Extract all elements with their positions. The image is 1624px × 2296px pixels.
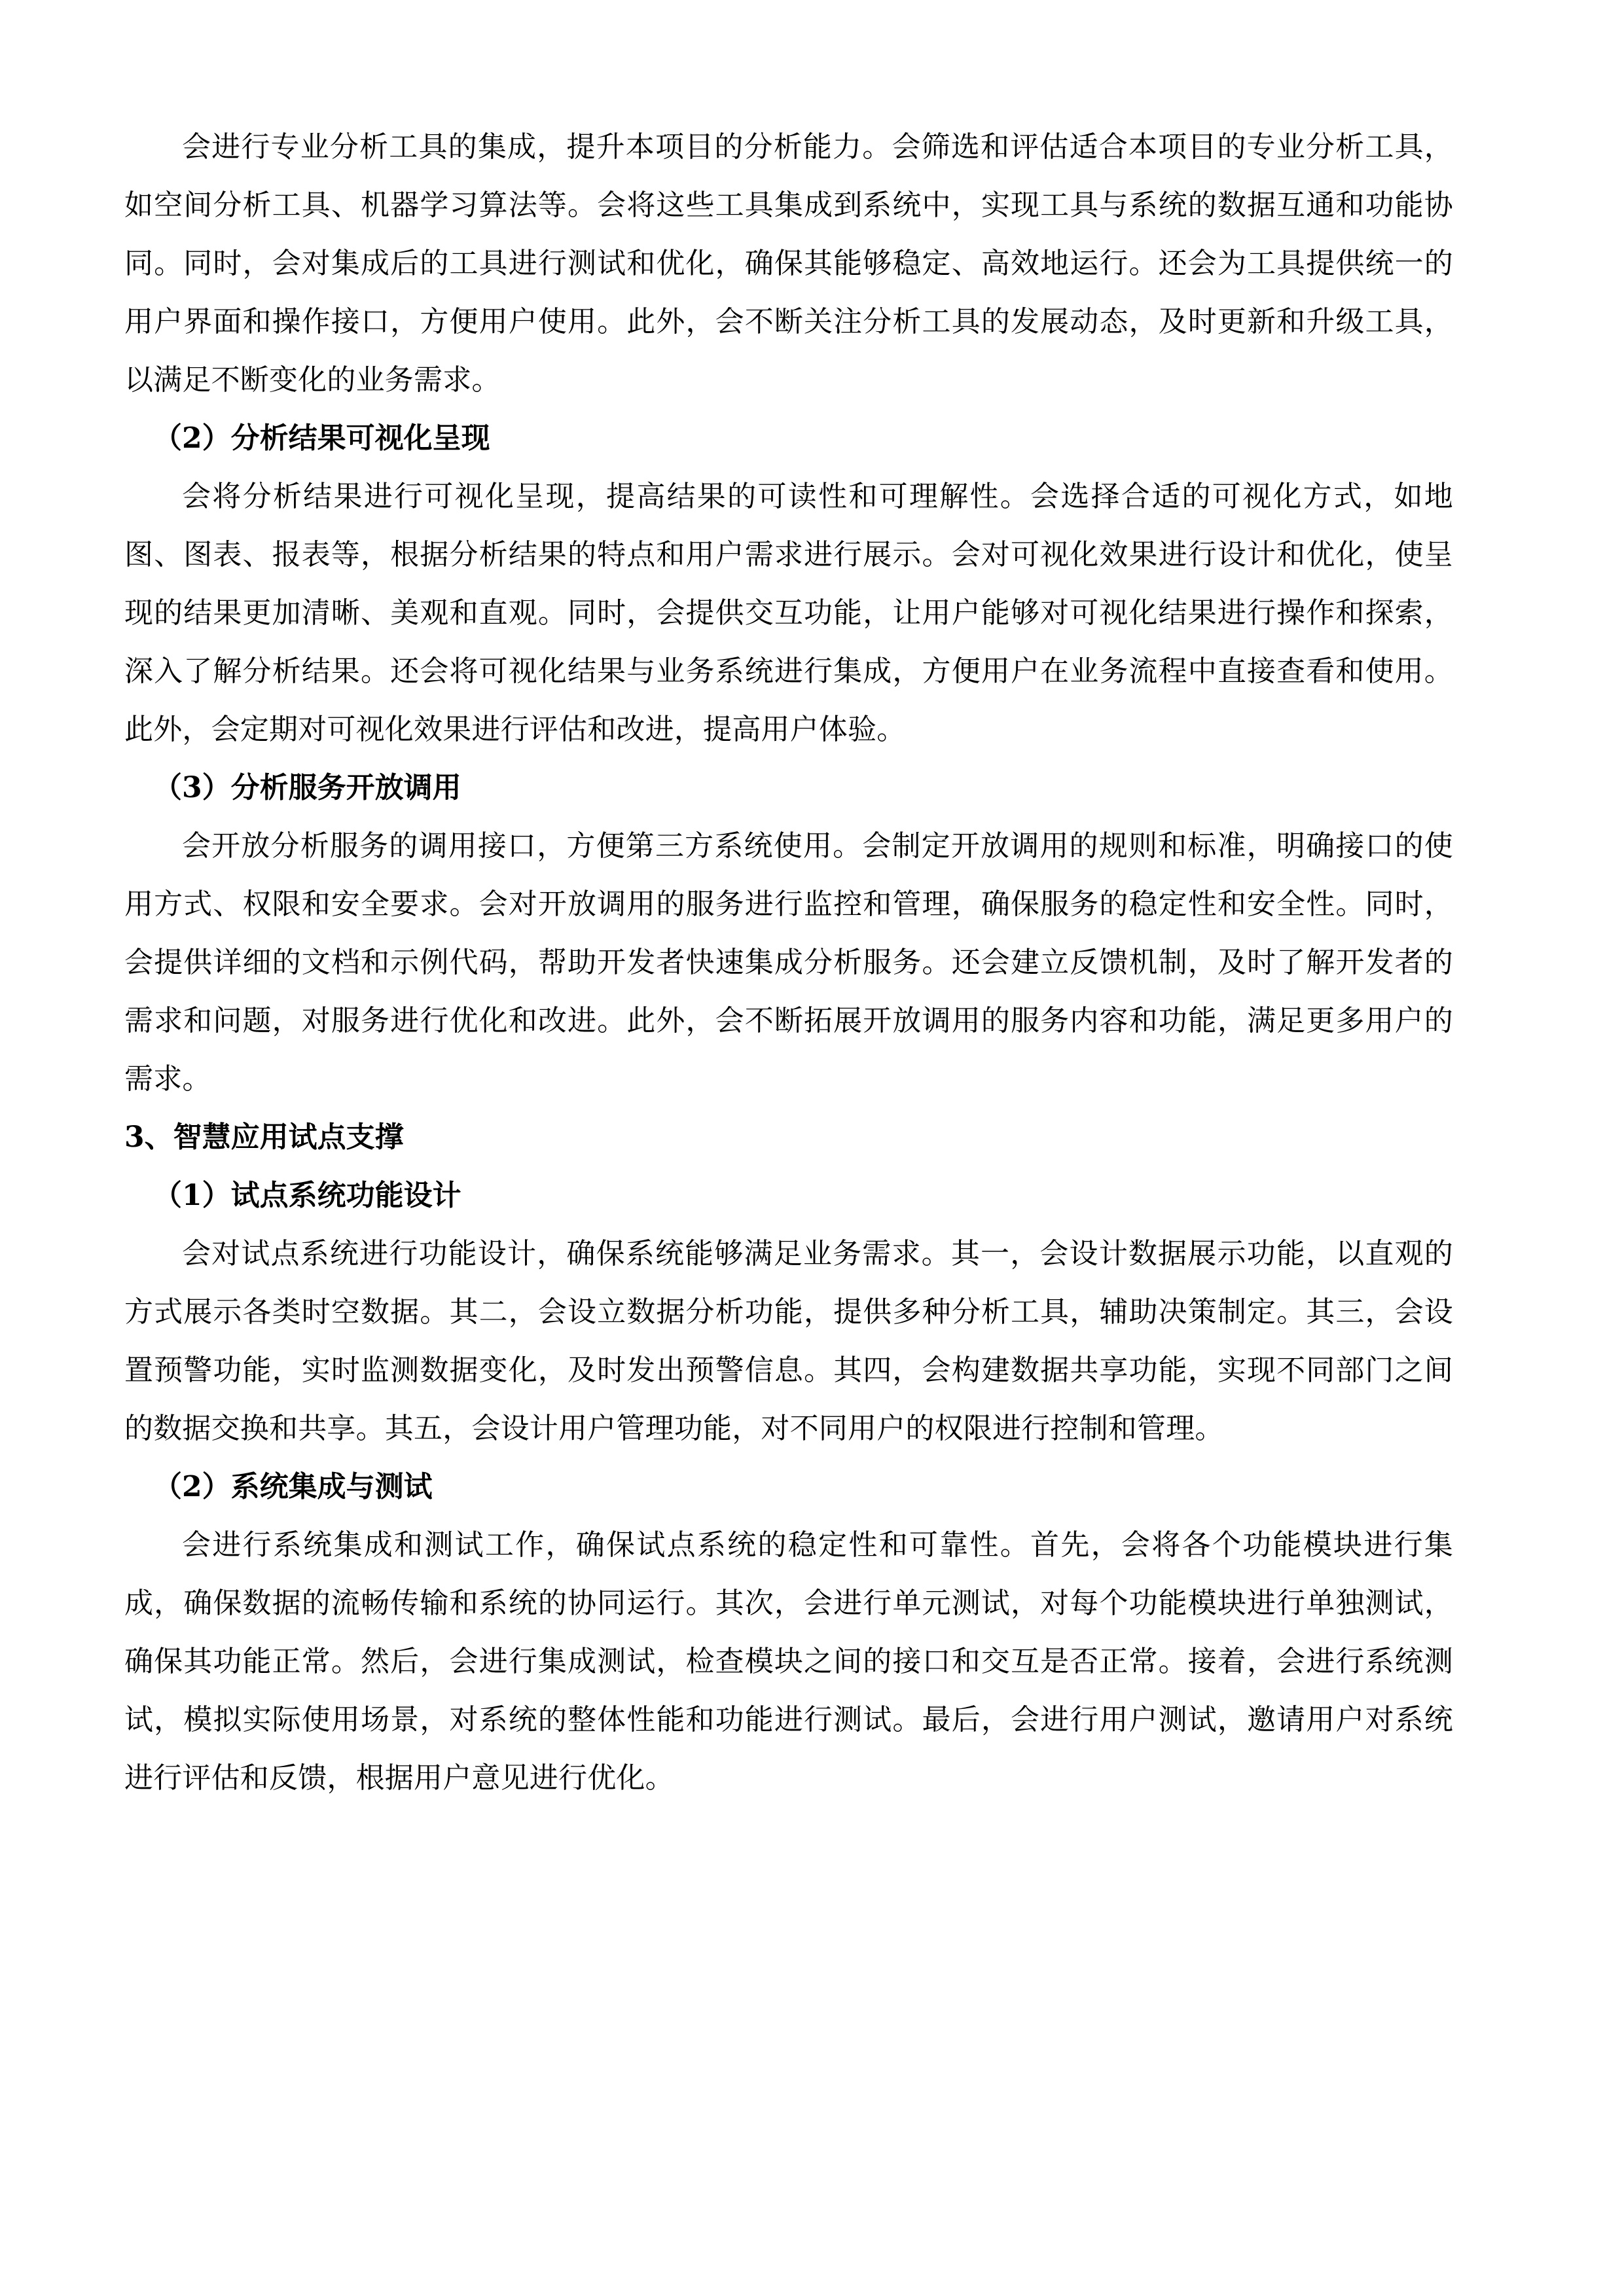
heading-pilot-system-function-design: （1）试点系统功能设计: [153, 1179, 461, 1212]
paragraph-open-service-invocation: 会开放分析服务的调用接口，方便第三方系统使用。会制定开放调用的规则和标准，明确接口的使用方式、权限和安全要求。会对开放调用的服务进行监控和管理，确保服务的稳定性和安全性。同时，会提供详细的文档和示例代码，帮助开发者快速集成分析服务。还会建立反馈机制，及时了解开发者的需求和问题，对服务进行优化和改进。此外，会不断拓展开放调用的服务内容和功能，满足更多用户的需求。: [124, 829, 1453, 1096]
heading-visualization-presentation: （2）分析结果可视化呈现: [153, 422, 490, 455]
paragraph-visualization-presentation: 会将分析结果进行可视化呈现，提高结果的可读性和可理解性。会选择合适的可视化方式，如地图、图表、报表等，根据分析结果的特点和用户需求进行展示。会对可视化效果进行设计和优化，使呈现的结果更加清晰、美观和直观。同时，会提供交互功能，让用户能够对可视化结果进行操作和探索，深入了解分析结果。还会将可视化结果与业务系统进行集成，方便用户在业务流程中直接查看和使用。此外，会定期对可视化效果进行评估和改进，提高用户体验。: [124, 480, 1453, 746]
paragraph-analysis-tool-integration: 会进行专业分析工具的集成，提升本项目的分析能力。会筛选和评估适合本项目的专业分析工具，如空间分析工具、机器学习算法等。会将这些工具集成到系统中，实现工具与系统的数据互通和功能协同。同时，会对集成后的工具进行测试和优化，确保其能够稳定、高效地运行。还会为工具提供统一的用户界面和操作接口，方便用户使用。此外，会不断关注分析工具的发展动态，及时更新和升级工具，以满足不断变化的业务需求。: [124, 130, 1453, 397]
heading-smart-application-pilot-support: 3、智慧应用试点支撑: [124, 1121, 404, 1154]
paragraph-pilot-system-function-design: 会对试点系统进行功能设计，确保系统能够满足业务需求。其一，会设计数据展示功能，以直观的方式展示各类时空数据。其二，会设立数据分析功能，提供多种分析工具，辅助决策制定。其三，会设置预警功能，实时监测数据变化，及时发出预警信息。其四，会构建数据共享功能，实现不同部门之间的数据交换和共享。其五，会设计用户管理功能，对不同用户的权限进行控制和管理。: [124, 1237, 1453, 1445]
heading-system-integration-and-testing: （2）系统集成与测试: [153, 1470, 433, 1503]
heading-open-service-invocation: （3）分析服务开放调用: [153, 771, 461, 804]
document-body: [124, 118, 1453, 1807]
paragraph-system-integration-and-testing: 会进行系统集成和测试工作，确保试点系统的稳定性和可靠性。首先，会将各个功能模块进行集成，确保数据的流畅传输和系统的协同运行。其次，会进行单元测试，对每个功能模块进行单独测试，确保其功能正常。然后，会进行集成测试，检查模块之间的接口和交互是否正常。接着，会进行系统测试，模拟实际使用场景，对系统的整体性能和功能进行测试。最后，会进行用户测试，邀请用户对系统进行评估和反馈，根据用户意见进行优化。: [124, 1528, 1453, 1795]
